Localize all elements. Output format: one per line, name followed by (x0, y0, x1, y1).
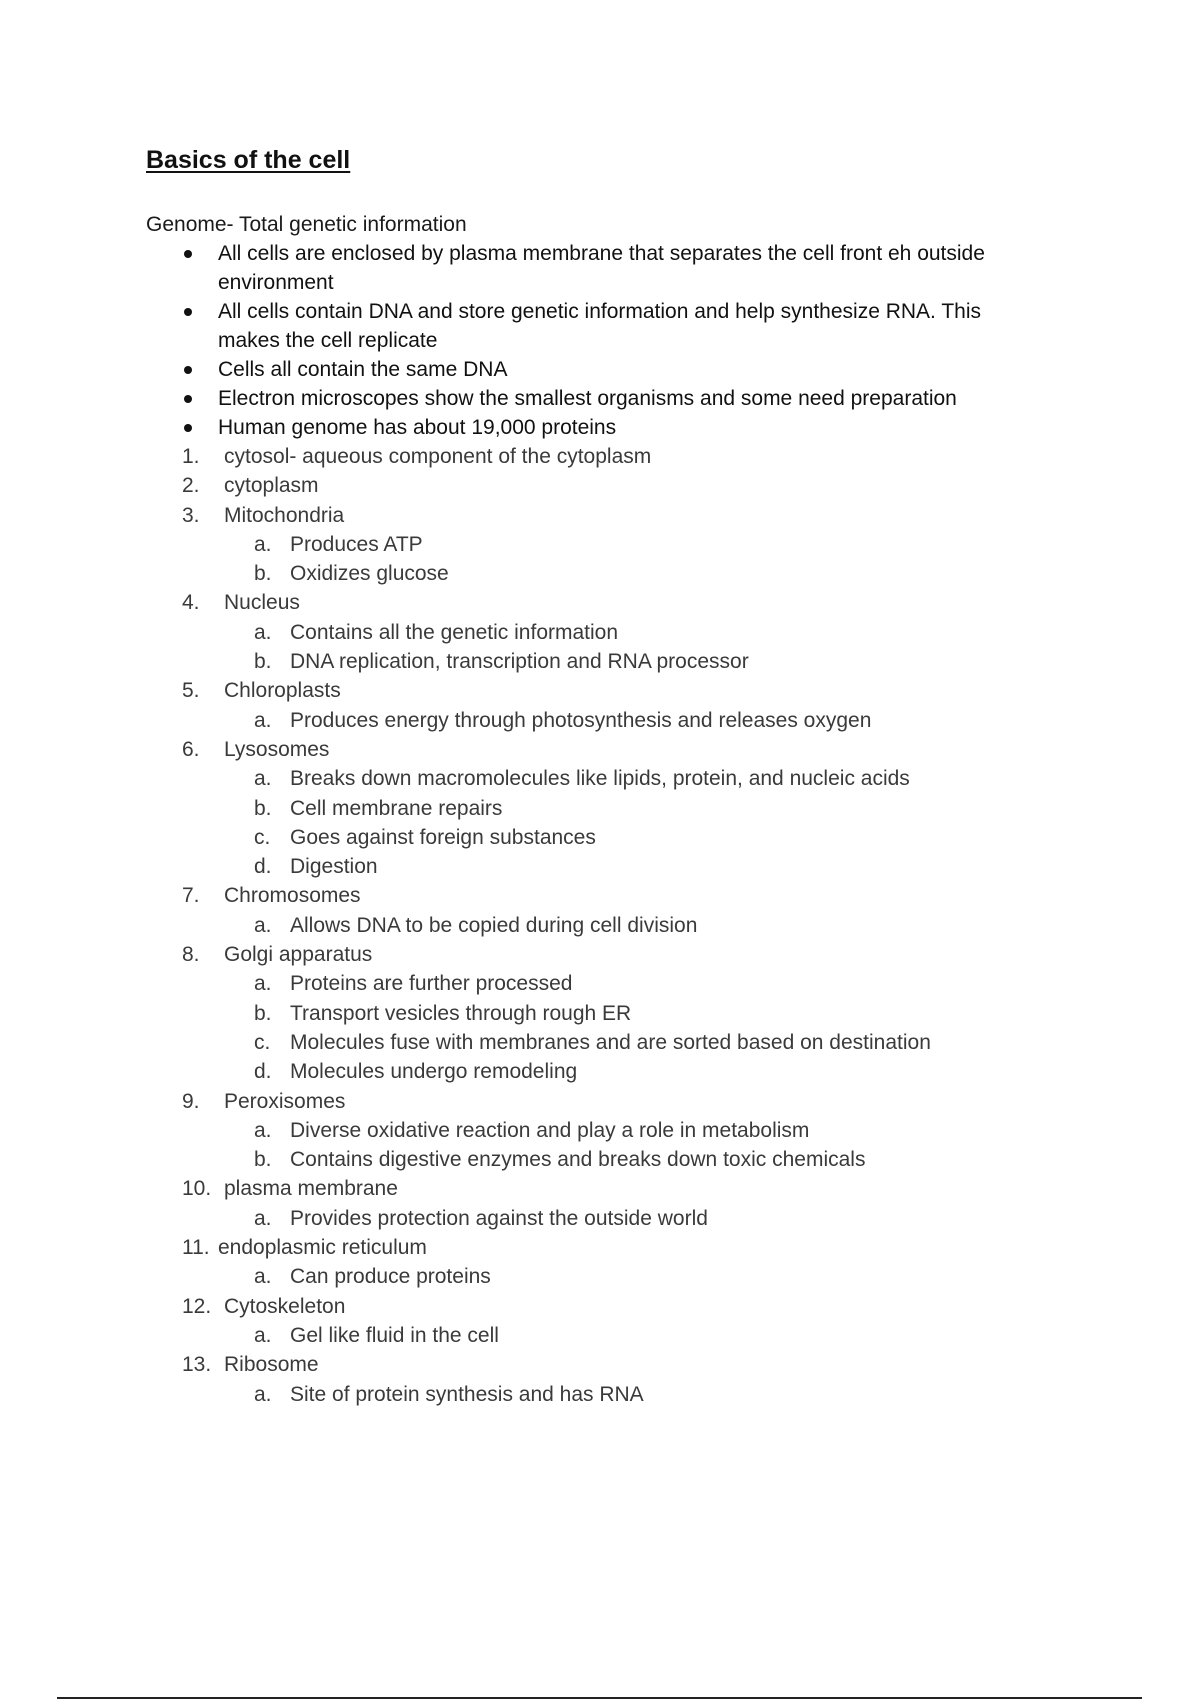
numbered-item-label: Cytoskeleton (224, 1294, 346, 1318)
sub-item-marker: a. (254, 1265, 272, 1289)
sub-item-label: Gel like fluid in the cell (290, 1323, 499, 1347)
sub-item (146, 911, 1066, 940)
sub-item (146, 969, 1066, 998)
numbered-item (146, 471, 1066, 500)
sub-item-marker: d. (254, 1060, 272, 1084)
sub-item (146, 794, 1066, 823)
bullet-list (146, 239, 1046, 442)
bullet-text: All cells are enclosed by plasma membrane that separates the cell front eh outside environment (218, 242, 985, 294)
numbered-item-row (146, 940, 1066, 969)
sub-item-marker: a. (254, 913, 272, 937)
numbered-item-row (146, 676, 1066, 705)
sub-item-label: Cell membrane repairs (290, 796, 503, 820)
numbered-item (146, 1087, 1066, 1175)
sub-item-marker: a. (254, 1206, 272, 1230)
sub-item (146, 1057, 1066, 1086)
sub-item-marker: a. (254, 1323, 272, 1347)
numbered-item-marker: 2. (182, 474, 200, 498)
sub-item (146, 618, 1066, 647)
sub-item-label: Produces ATP (290, 532, 423, 556)
numbered-item-label: cytosol- aqueous component of the cytoplasm (224, 445, 652, 468)
numbered-item-label: Nucleus (224, 591, 300, 615)
sub-item-label: Contains all the genetic information (290, 620, 619, 644)
numbered-item-marker: 9. (182, 1089, 200, 1113)
numbered-item (146, 1174, 1066, 1233)
sub-list (146, 530, 1066, 589)
sub-list (146, 1262, 1066, 1291)
numbered-item-marker: 3. (182, 503, 200, 527)
bullet-text: Human genome has about 19,000 proteins (218, 416, 617, 439)
numbered-item-marker: 12. (182, 1294, 212, 1318)
numbered-item-marker: 6. (182, 737, 200, 761)
numbered-item-row (146, 442, 1066, 471)
numbered-item-marker: 1. (182, 445, 200, 468)
bullet-item (146, 239, 1046, 297)
sub-item-marker: c. (254, 825, 271, 849)
sub-item (146, 823, 1066, 852)
numbered-item-label: plasma membrane (224, 1177, 398, 1201)
sub-item-label: Provides protection against the outside world (290, 1206, 708, 1230)
sub-item (146, 1028, 1066, 1057)
numbered-list (146, 442, 1066, 1409)
sub-item (146, 1380, 1066, 1409)
sub-item (146, 999, 1066, 1028)
sub-list (146, 706, 1066, 735)
bullet-dot-icon (184, 308, 192, 316)
sub-item-marker: a. (254, 1382, 272, 1406)
sub-item-label: Transport vesicles through rough ER (290, 1001, 632, 1025)
numbered-item-label: Golgi apparatus (224, 943, 373, 967)
sub-item-label: Molecules undergo remodeling (290, 1060, 578, 1084)
bullet-dot-icon (184, 424, 192, 432)
numbered-item-marker: 13. (182, 1353, 212, 1377)
sub-item-marker: d. (254, 855, 272, 879)
numbered-item-label: cytoplasm (224, 474, 319, 498)
footer-divider (57, 1697, 1142, 1699)
sub-item-label: Site of protein synthesis and has RNA (290, 1382, 644, 1406)
sub-item (146, 1262, 1066, 1291)
numbered-item-marker: 11. (182, 1236, 210, 1260)
numbered-item-row (146, 735, 1066, 764)
sub-item (146, 706, 1066, 735)
sub-item-marker: a. (254, 972, 272, 996)
intro-line: Genome- Total genetic information (146, 213, 467, 236)
numbered-item (146, 1292, 1066, 1351)
numbered-item (146, 588, 1066, 676)
numbered-item-marker: 10. (182, 1177, 212, 1201)
numbered-item-label: Chloroplasts (224, 679, 341, 703)
numbered-item-row (146, 1087, 1066, 1116)
numbered-item-marker: 4. (182, 591, 200, 615)
sub-item (146, 1145, 1066, 1174)
sub-item-label: Digestion (290, 855, 378, 879)
numbered-item-label: Chromosomes (224, 884, 361, 908)
sub-item-label: Breaks down macromolecules like lipids, protein, and nucleic acids (290, 767, 910, 791)
bullet-item (146, 355, 1046, 384)
sub-item-label: Allows DNA to be copied during cell division (290, 913, 698, 937)
sub-item-marker: b. (254, 650, 272, 674)
numbered-item-marker: 5. (182, 679, 200, 703)
bullet-dot-icon (184, 250, 192, 258)
sub-item-label: Diverse oxidative reaction and play a role in metabolism (290, 1118, 810, 1142)
sub-item-label: Oxidizes glucose (290, 562, 449, 586)
sub-item-marker: c. (254, 1030, 271, 1054)
sub-item (146, 647, 1066, 676)
sub-item-label: Can produce proteins (290, 1265, 491, 1289)
numbered-item (146, 1350, 1066, 1409)
numbered-item (146, 1233, 1066, 1292)
sub-item (146, 1204, 1066, 1233)
numbered-item-row (146, 1233, 1066, 1262)
numbered-item-row (146, 588, 1066, 617)
numbered-item-row (146, 1350, 1066, 1379)
numbered-item-marker: 8. (182, 943, 200, 967)
numbered-item (146, 501, 1066, 589)
sub-list (146, 1380, 1066, 1409)
numbered-item-row (146, 881, 1066, 910)
sub-item-marker: b. (254, 1001, 272, 1025)
sub-list (146, 1116, 1066, 1175)
sub-list (146, 1321, 1066, 1350)
numbered-item-row (146, 471, 1066, 500)
numbered-item (146, 676, 1066, 735)
sub-item-label: Proteins are further processed (290, 972, 573, 996)
numbered-item-label: Mitochondria (224, 503, 345, 527)
sub-item-label: DNA replication, transcription and RNA processor (290, 650, 749, 674)
bullet-dot-icon (184, 366, 192, 374)
sub-item-marker: b. (254, 796, 272, 820)
bullet-item (146, 384, 1046, 413)
sub-list (146, 969, 1066, 1086)
numbered-item (146, 940, 1066, 1086)
sub-item-marker: b. (254, 1148, 272, 1172)
sub-item-marker: a. (254, 532, 272, 556)
sub-item (146, 530, 1066, 559)
numbered-item (146, 735, 1066, 881)
sub-item (146, 852, 1066, 881)
bullet-text: All cells contain DNA and store genetic information and help synthesize RNA. This makes the cell replicate (218, 300, 982, 352)
numbered-item-row (146, 1292, 1066, 1321)
sub-item-label: Goes against foreign substances (290, 825, 596, 849)
sub-item (146, 1116, 1066, 1145)
bullet-item (146, 413, 1046, 442)
sub-item-label: Contains digestive enzymes and breaks down toxic chemicals (290, 1148, 866, 1172)
numbered-item-row (146, 1174, 1066, 1203)
sub-item-marker: a. (254, 1118, 272, 1142)
numbered-item-label: Ribosome (224, 1353, 319, 1377)
sub-list (146, 911, 1066, 940)
numbered-item-label: Peroxisomes (224, 1089, 346, 1113)
sub-list (146, 1204, 1066, 1233)
sub-item-label: Molecules fuse with membranes and are sorted based on destination (290, 1030, 931, 1054)
numbered-item (146, 442, 1066, 471)
numbered-item (146, 881, 1066, 940)
bullet-item (146, 297, 1046, 355)
numbered-item-marker: 7. (182, 884, 200, 908)
sub-item (146, 764, 1066, 793)
sub-item-marker: a. (254, 708, 272, 732)
sub-item-marker: a. (254, 767, 272, 791)
bullet-text: Electron microscopes show the smallest organisms and some need preparation (218, 387, 957, 410)
sub-list (146, 764, 1066, 881)
numbered-item-row (146, 501, 1066, 530)
sub-item (146, 1321, 1066, 1350)
sub-item-marker: b. (254, 562, 272, 586)
sub-item (146, 559, 1066, 588)
numbered-item-label: Lysosomes (224, 737, 330, 761)
sub-item-marker: a. (254, 620, 272, 644)
sub-list (146, 618, 1066, 677)
bullet-text: Cells all contain the same DNA (218, 358, 508, 381)
numbered-item-label: endoplasmic reticulum (218, 1236, 427, 1260)
sub-item-label: Produces energy through photosynthesis and releases oxygen (290, 708, 872, 732)
bullet-dot-icon (184, 395, 192, 403)
page-title: Basics of the cell (146, 146, 351, 174)
